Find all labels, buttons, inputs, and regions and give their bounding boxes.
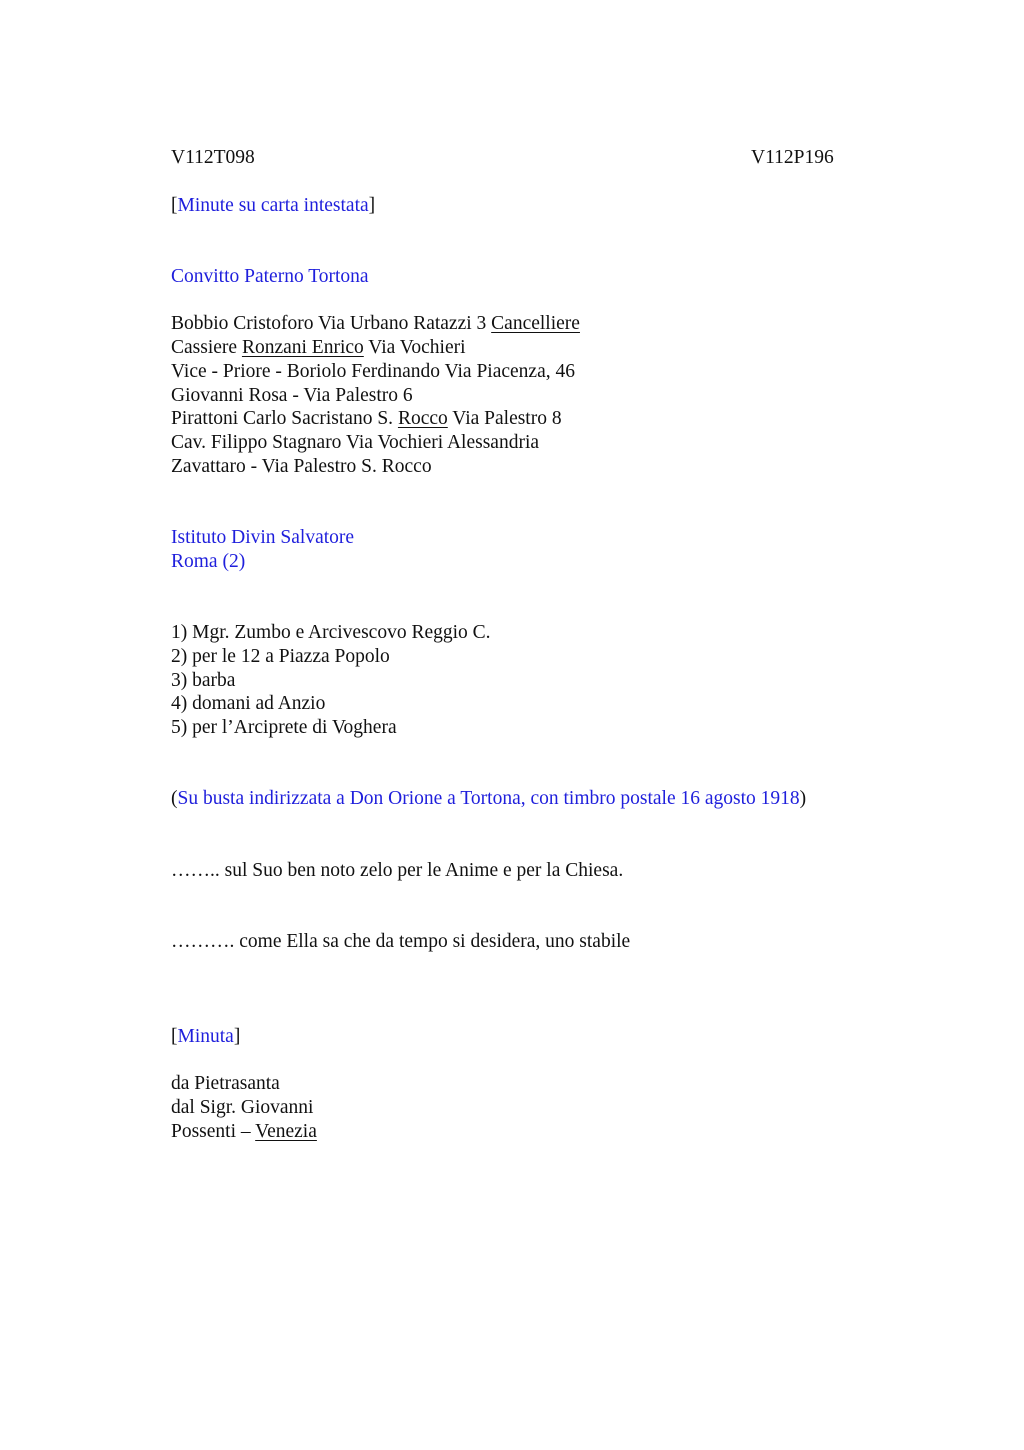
address-text: Possenti – [171, 1121, 256, 1142]
editorial-note-envelope [171, 787, 806, 811]
section-title-convitto: Convitto Paterno Tortona [171, 266, 369, 287]
text-fragment: ………. come Ella sa che da tempo si desidera, uno stabile [171, 931, 631, 952]
list-item: 1) Mgr. Zumbo e Arcivescovo Reggio C. [171, 622, 491, 643]
address-line [171, 336, 466, 360]
editorial-note-minute [171, 194, 375, 218]
section-subtitle-roma: Roma (2) [171, 551, 246, 572]
address-line: Vice - Priore - Boriolo Ferdinando Via Piacenza, 46 [171, 361, 575, 382]
address-text: Via Palestro 8 [447, 408, 562, 429]
list-item: 2) per le 12 a Piazza Popolo [171, 646, 390, 667]
bracket-open: [ [171, 195, 178, 216]
editorial-note-minuta [171, 1025, 240, 1049]
address-line [171, 312, 580, 336]
underlined-text: Cancelliere [491, 313, 580, 334]
list-item: 3) barba [171, 670, 236, 691]
address-line: Cav. Filippo Stagnaro Via Vochieri Alessandria [171, 432, 540, 453]
underlined-text: Rocco [397, 408, 448, 429]
bracket-close: ] [233, 1026, 241, 1047]
underlined-text: Ronzani Enrico [241, 337, 364, 358]
address-text: Via Vochieri [363, 337, 466, 358]
address-line [171, 407, 562, 431]
text-fragment: …….. sul Suo ben noto zelo per le Anime e per la Chiesa. [171, 860, 624, 881]
editorial-note-text: Su busta indirizzata a Don Orione a Tortona, con timbro postale 16 agosto 1918 [177, 788, 800, 809]
underlined-text: Venezia [255, 1121, 317, 1142]
address-text: Cassiere [171, 337, 242, 358]
doc-code-right: V112P196 [751, 147, 834, 168]
editorial-note-text: Minuta [177, 1026, 234, 1047]
address-line [171, 1120, 317, 1144]
editorial-note-text: Minute su carta intestata [177, 195, 369, 216]
address-line: da Pietrasanta [171, 1073, 280, 1094]
list-item: 4) domani ad Anzio [171, 693, 326, 714]
bracket-open: [ [171, 1026, 178, 1047]
address-line: Giovanni Rosa - Via Palestro 6 [171, 385, 413, 406]
address-text: Pirattoni Carlo Sacristano S. [171, 408, 398, 429]
address-text: Bobbio Cristoforo Via Urbano Ratazzi 3 [171, 313, 492, 334]
section-title-istituto: Istituto Divin Salvatore [171, 527, 355, 548]
paren-open: ( [171, 788, 178, 809]
doc-code-left: V112T098 [171, 147, 255, 168]
bracket-close: ] [368, 195, 376, 216]
paren-close: ) [799, 788, 807, 809]
list-item: 5) per l’Arciprete di Voghera [171, 717, 397, 738]
address-line: Zavattaro - Via Palestro S. Rocco [171, 456, 432, 477]
address-line: dal Sigr. Giovanni [171, 1097, 314, 1118]
